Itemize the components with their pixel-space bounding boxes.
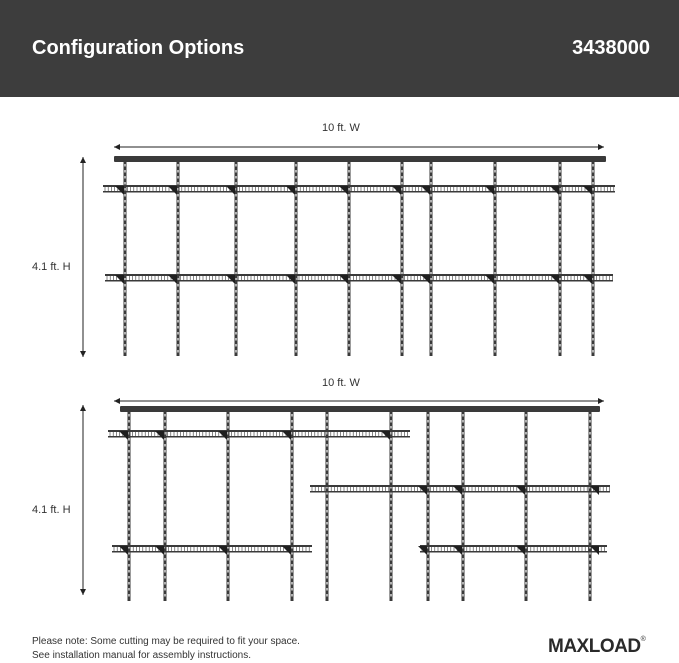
config-1-width-dimension <box>114 144 604 150</box>
config-1-diagram <box>0 130 679 370</box>
header-bar <box>0 0 679 97</box>
product-sku: 3438000 <box>572 37 650 59</box>
config-2-width-dimension <box>114 398 604 404</box>
wire-shelf <box>105 274 613 284</box>
wire-shelf <box>108 430 410 440</box>
assembly-note-line-1: Please note: Some cutting may be required to fit your space. <box>32 636 300 647</box>
wire-shelf <box>112 545 312 555</box>
config-2-height-label: 4.1 ft. H <box>32 504 71 516</box>
wire-shelf <box>310 485 610 495</box>
config-2-height-dimension <box>80 405 86 595</box>
maxload-logo <box>548 636 645 658</box>
config-2-diagram <box>0 385 679 615</box>
wire-shelf <box>103 185 615 195</box>
top-hang-track <box>120 406 600 412</box>
logo-text: MAXLOAD <box>548 636 641 657</box>
assembly-note-line-2: See installation manual for assembly instructions. <box>32 650 251 661</box>
config-2-width-label: 10 ft. W <box>322 377 360 389</box>
config-1-width-label: 10 ft. W <box>322 122 360 134</box>
wire-shelf <box>418 545 607 555</box>
config-1-height-label: 4.1 ft. H <box>32 261 71 273</box>
assembly-note <box>32 635 300 663</box>
config-1-height-dimension <box>80 157 86 357</box>
page-title: Configuration Options <box>32 37 245 59</box>
logo-registered-mark: ® <box>640 636 646 643</box>
top-hang-track <box>114 156 606 162</box>
